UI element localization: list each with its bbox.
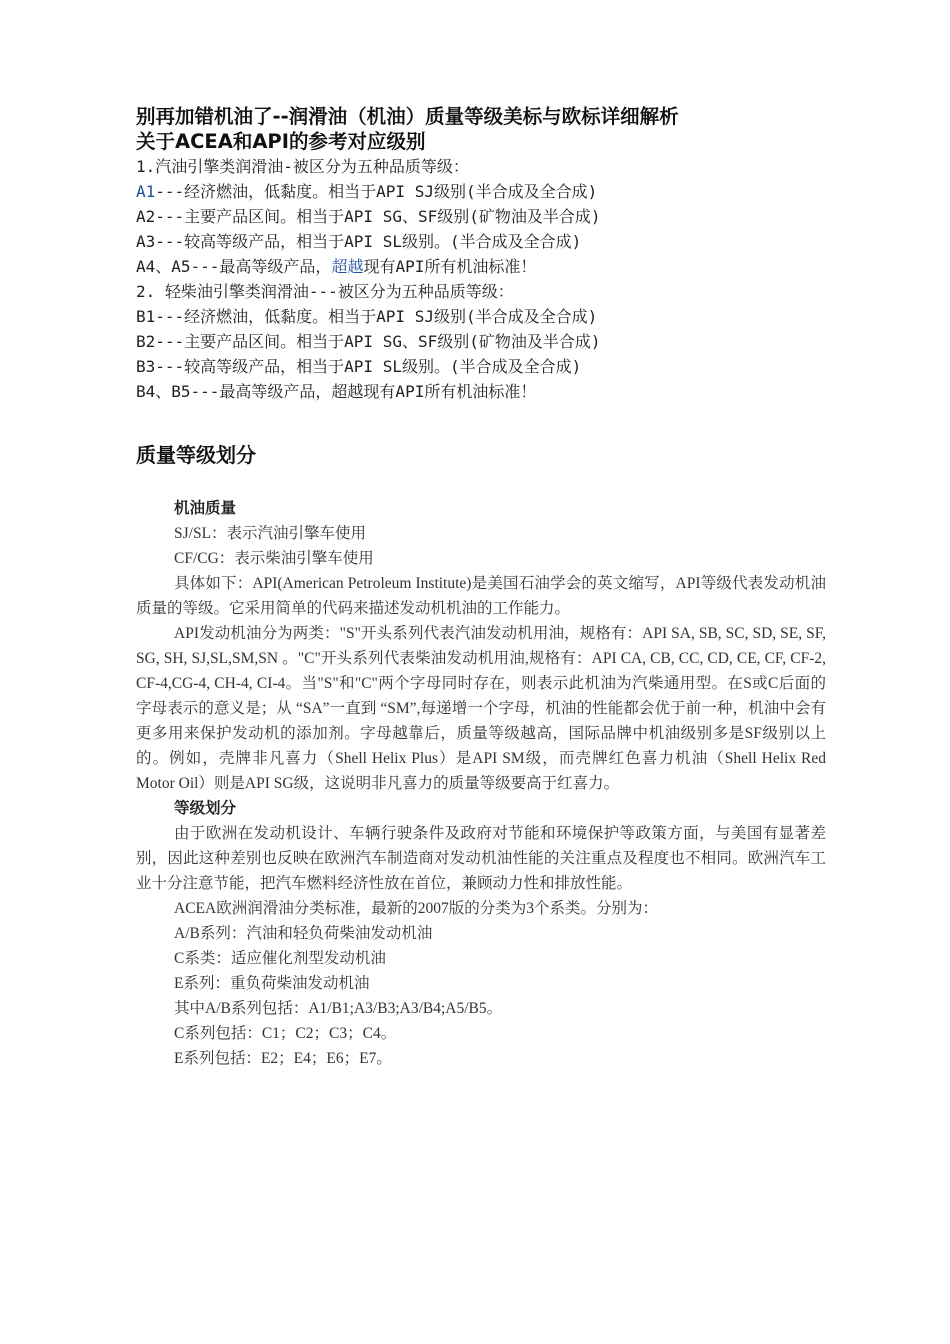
subheading-grade-division: 等级划分	[174, 800, 237, 817]
a45-prefix: A4、A5---最高等级产品，	[136, 257, 332, 276]
paragraph-api-intro: 具体如下：API(American Petroleum Institute)是美国石油学会的英文缩写，API等级代表发动机油质量的等级。它采用简单的代码来描述发动机机油的工作能力。	[136, 575, 826, 617]
a1-text: ---经济燃油，低黏度。相当于API SJ级别(半合成及全合成)	[155, 182, 598, 201]
a1-link[interactable]: A1	[136, 182, 156, 201]
section-heading: 质量等级划分	[136, 443, 256, 467]
diesel-b45-line: B4、B5---最高等级产品，超越现有API所有机油标准！	[136, 382, 537, 401]
diesel-heading: 2. 轻柴油引擎类润滑油---被区分为五种品质等级：	[136, 282, 514, 301]
paragraph-api-categories: API发动机油分为两类："S"开头系列代表汽油发动机用油，规格有：API SA, SB, SC, SD, SE, SF, SG, SH, SJ,SL,SM,SN 。"C"开头系列代表柴油发动机用油,规格有：API CA, CB, CC, CD, CE, CF, CF-2, CF-4,CG-4, CH-4, CI-4。当"S"和"C"两个字母同时存在，则表示此机油为汽柴通用型。在S或C后面的字母表示的意义是；从 “SA”一直到 “SM”,每递增一个字母，机油的性能都会优于前一种，机油中会有更多用来保护发动机的添加剂。字母越靠后，质量等级越高，国际品牌中机油级别多是SF级别以上的。例如，壳牌非凡喜力（Shell Helix Plus）是API SM级，而壳牌红色喜力机油（Shell Helix Red Motor Oil）则是API SG级，这说明非凡喜力的质量等级要高于红喜力。	[136, 625, 826, 792]
paragraph-e-series: E系列：重负荷柴油发动机油	[174, 975, 370, 992]
paragraph-c-includes: C系列包括：C1；C2；C3；C4。	[174, 1025, 397, 1042]
paragraph-e-includes: E系列包括：E2；E4；E6；E7。	[174, 1050, 392, 1067]
paragraph-sj-sl: SJ/SL：表示汽油引擎车使用	[174, 525, 367, 542]
diesel-b3-line: B3---较高等级产品，相当于API SL级别。(半合成及全合成)	[136, 357, 582, 376]
body-text	[136, 496, 826, 1071]
paragraph-cf-cg: CF/CG：表示柴油引擎车使用	[174, 550, 374, 567]
document-title-line1: 别再加错机油了--润滑油（机油）质量等级美标与欧标详细解析	[136, 105, 679, 128]
surpass-link[interactable]: 超越	[331, 257, 364, 276]
gasoline-a45-line	[136, 254, 826, 279]
gasoline-a2-line: A2---主要产品区间。相当于API SG、SF级别(矿物油及半合成)	[136, 207, 601, 226]
paragraph-c-series: C系类：适应催化剂型发动机油	[174, 950, 386, 967]
gasoline-a1-line	[136, 179, 826, 204]
paragraph-europe: 由于欧洲在发动机设计、车辆行驶条件及政府对节能和环境保护等政策方面，与美国有显著差别，因此这种差别也反映在欧洲汽车制造商对发动机油性能的关注重点及程度也不相同。欧洲汽车工业十分注意节能，把汽车燃料经济性放在首位，兼顾动力性和排放性能。	[136, 825, 826, 892]
gasoline-heading: 1.汽油引擎类润滑油-被区分为五种品质等级：	[136, 157, 469, 176]
document-page	[136, 104, 826, 1067]
a45-suffix: 现有API所有机油标准！	[363, 257, 537, 276]
document-title-line2: 关于ACEA和API的参考对应级别	[136, 130, 426, 153]
paragraph-ab-series: A/B系列：汽油和轻负荷柴油发动机油	[174, 925, 433, 942]
gasoline-a3-line: A3---较高等级产品，相当于API SL级别。(半合成及全合成)	[136, 232, 582, 251]
diesel-b2-line: B2---主要产品区间。相当于API SG、SF级别(矿物油及半合成)	[136, 332, 601, 351]
paragraph-ab-includes: 其中A/B系列包括：A1/B1;A3/B3;A3/B4;A5/B5。	[174, 1000, 503, 1017]
diesel-b1-line: B1---经济燃油，低黏度。相当于API SJ级别(半合成及全合成)	[136, 307, 598, 326]
subheading-oil-quality: 机油质量	[174, 500, 237, 517]
paragraph-acea: ACEA欧洲润滑油分类标准，最新的2007版的分类为3个系类。分别为：	[174, 900, 658, 917]
